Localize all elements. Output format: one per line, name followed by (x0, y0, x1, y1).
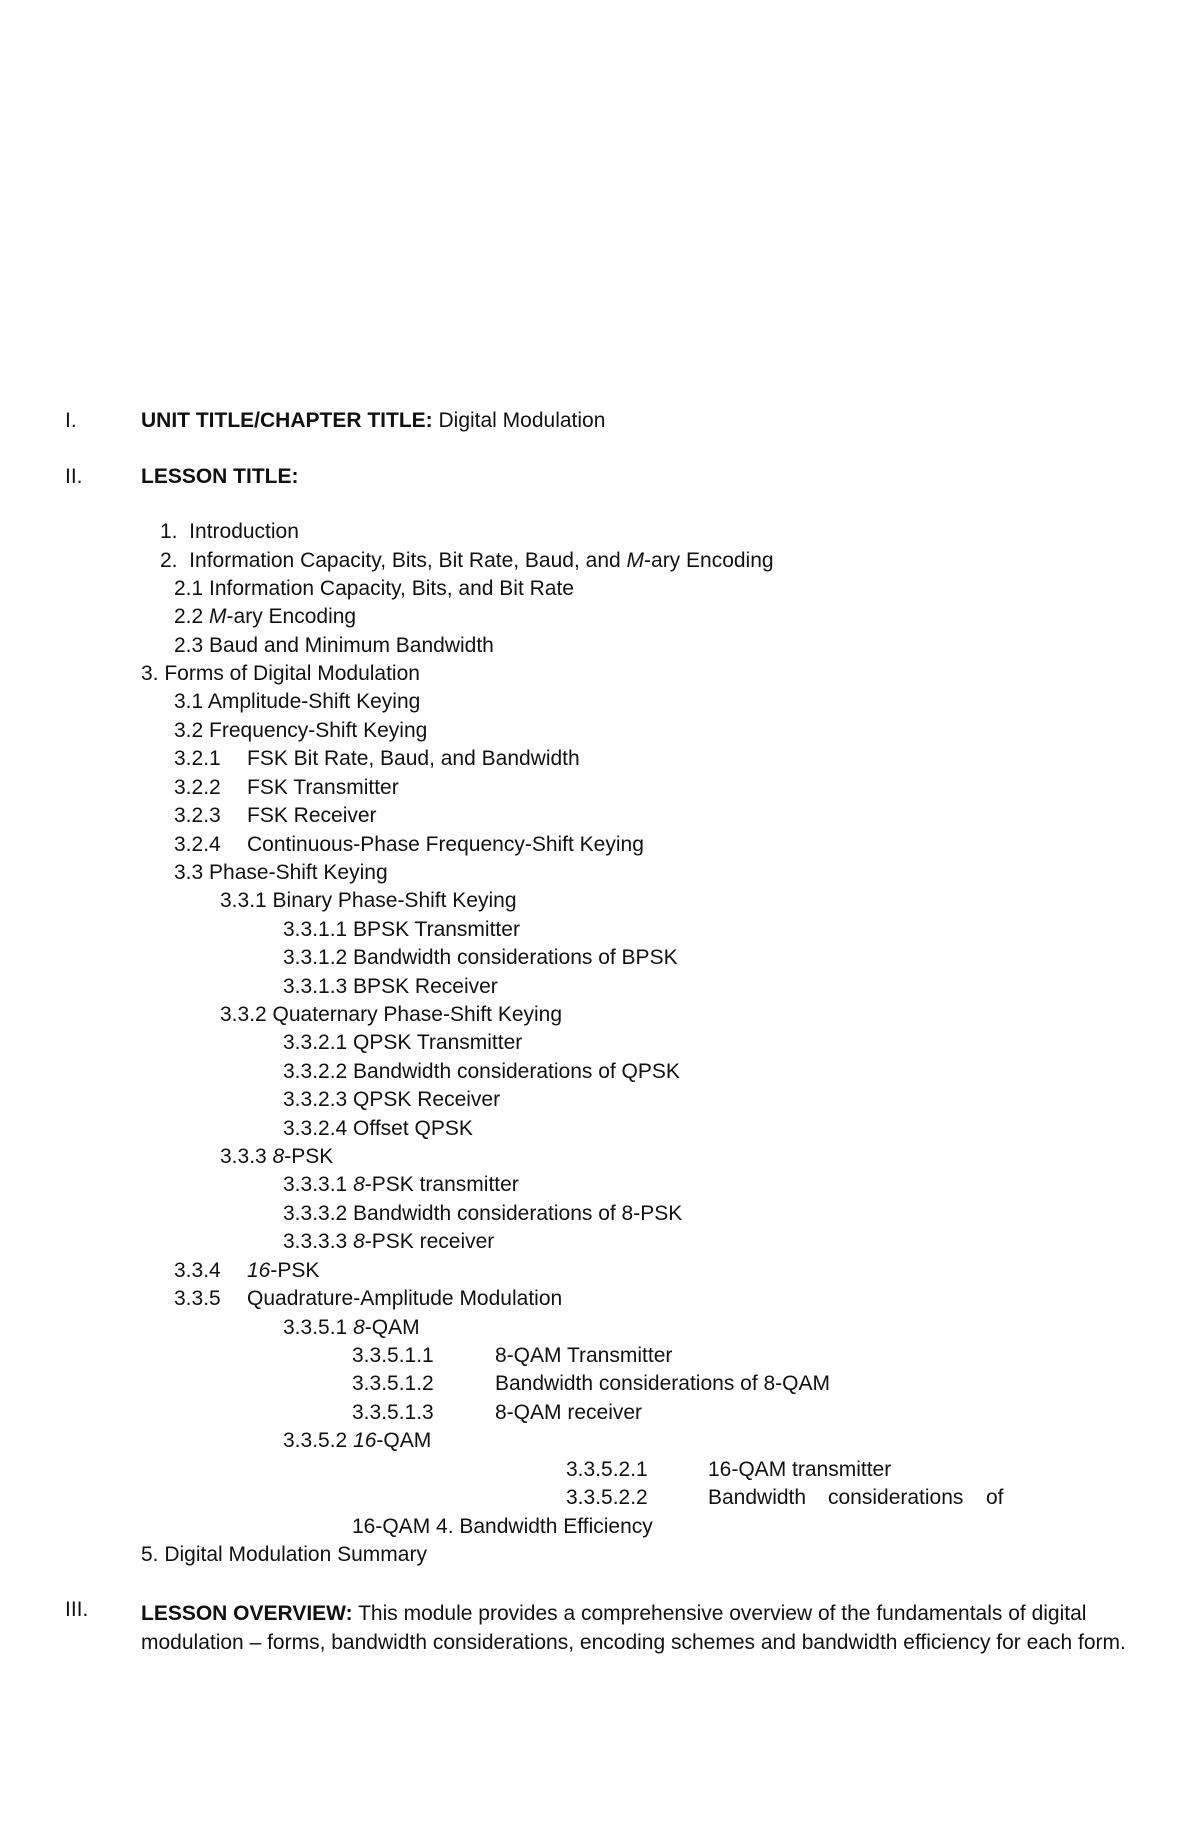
toc-item-number: 3.2.1 (174, 747, 221, 770)
lesson-overview-text: This module provides a comprehensive overview of the fundamentals of digital modulation – forms, bandwidth considerations, encoding schemes and bandwidth efficiency for each form. (141, 1602, 1126, 1654)
toc-item: FSK Transmitter (247, 776, 399, 799)
toc-item-number: 3.3.5.2.2 (566, 1486, 648, 1509)
toc-item: 3.3.1.2 Bandwidth considerations of BPSK (283, 946, 678, 969)
toc-item-word: considerations (828, 1486, 964, 1509)
section-numeral-2: II. (65, 465, 83, 488)
toc-item: 2.1 Information Capacity, Bits, and Bit Rate (174, 577, 574, 600)
toc-item: 16-PSK (247, 1259, 320, 1282)
toc-item: 3.3.3.3 8-PSK receiver (283, 1230, 495, 1253)
unit-title (141, 410, 605, 431)
toc-item-number: 3.3.5.1.3 (352, 1401, 434, 1424)
toc-item: 1. Introduction (160, 520, 299, 543)
toc-item: 3.3.3.1 8-PSK transmitter (283, 1173, 519, 1196)
toc-item: Bandwidth considerations of 8-QAM (495, 1372, 831, 1395)
toc-item: 3.3.5.2 16-QAM (283, 1429, 432, 1452)
toc-item: 16-QAM transmitter (708, 1458, 892, 1481)
toc-item: 3.3.2.1 QPSK Transmitter (283, 1031, 523, 1054)
toc-item: 5. Digital Modulation Summary (141, 1543, 427, 1566)
toc-item: FSK Receiver (247, 804, 377, 827)
toc-item: 3.3.5.1 8-QAM (283, 1316, 420, 1339)
section-numeral-1: I. (65, 409, 77, 432)
toc-item-number: 3.3.5.1.1 (352, 1344, 434, 1367)
toc-item-number: 3.2.3 (174, 804, 221, 827)
toc-item: 3.3.3 8-PSK (220, 1145, 334, 1168)
toc-item: 3.3.2.2 Bandwidth considerations of QPSK (283, 1060, 680, 1083)
lesson-overview (141, 1599, 1161, 1657)
toc-item-number: 3.3.4 (174, 1259, 221, 1282)
toc-item: 16-QAM 4. Bandwidth Efficiency (352, 1515, 653, 1538)
toc-item: 3.3.1.3 BPSK Receiver (283, 975, 498, 998)
toc-item: 8-QAM receiver (495, 1401, 643, 1424)
toc-item: Continuous-Phase Frequency-Shift Keying (247, 833, 644, 856)
toc-item: 3.3 Phase-Shift Keying (174, 861, 388, 884)
toc-item: 3. Forms of Digital Modulation (141, 662, 420, 685)
toc-item: 3.3.1 Binary Phase-Shift Keying (220, 889, 517, 912)
toc-item: 8-QAM Transmitter (495, 1344, 673, 1367)
toc-item: 3.1 Amplitude-Shift Keying (174, 690, 421, 713)
toc-item-number: 3.2.4 (174, 833, 221, 856)
toc-item: 3.3.2 Quaternary Phase-Shift Keying (220, 1003, 563, 1026)
toc-item: 3.3.1.1 BPSK Transmitter (283, 918, 520, 941)
section-numeral-3: III. (65, 1598, 89, 1621)
lesson-overview-label: LESSON OVERVIEW: (141, 1602, 353, 1625)
toc-item: 3.3.3.2 Bandwidth considerations of 8-PSK (283, 1202, 683, 1225)
toc-item: FSK Bit Rate, Baud, and Bandwidth (247, 747, 580, 770)
toc-item: Quadrature-Amplitude Modulation (247, 1287, 563, 1310)
toc-item-number: 3.2.2 (174, 776, 221, 799)
toc-item: 3.3.2.4 Offset QPSK (283, 1117, 473, 1140)
toc-item: 2.2 M-ary Encoding (174, 605, 357, 628)
toc-item-number: 3.3.5.1.2 (352, 1372, 434, 1395)
toc-item: 3.3.2.3 QPSK Receiver (283, 1088, 501, 1111)
toc-item-number: 3.3.5 (174, 1287, 221, 1310)
unit-title-label: UNIT TITLE/CHAPTER TITLE: (141, 409, 433, 432)
toc-item-number: 3.3.5.2.1 (566, 1458, 648, 1481)
toc-item: 2.3 Baud and Minimum Bandwidth (174, 634, 494, 657)
toc-item: 2. Information Capacity, Bits, Bit Rate, Baud, and M-ary Encoding (160, 549, 774, 572)
unit-title-value: Digital Modulation (432, 409, 606, 432)
lesson-title-label: LESSON TITLE: (141, 465, 299, 488)
toc-item-word: of (986, 1486, 1004, 1509)
toc-item: 3.2 Frequency-Shift Keying (174, 719, 428, 742)
toc-item-word: Bandwidth (708, 1486, 807, 1509)
